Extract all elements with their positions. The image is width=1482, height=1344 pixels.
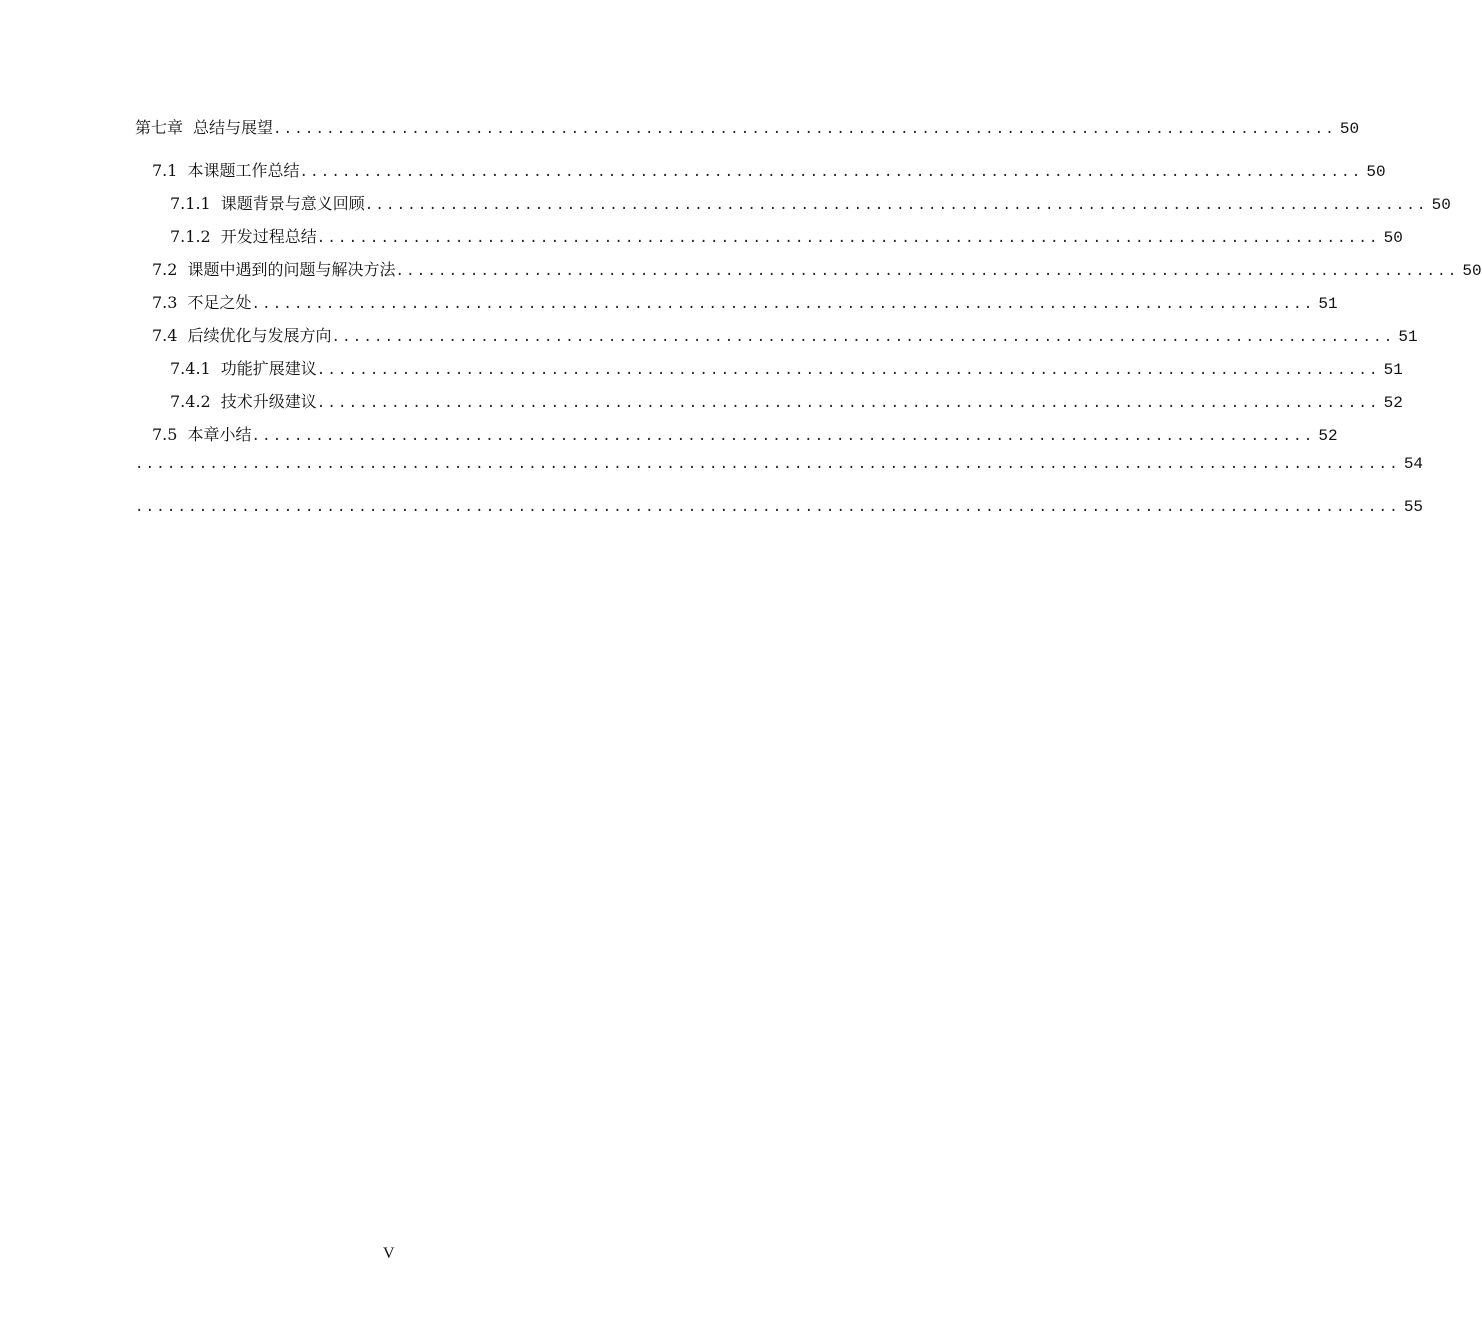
dot-leader: .................................................................................................... — [251, 296, 1315, 312]
toc-entry-number: 7.1.1 — [170, 194, 211, 213]
toc-entry[interactable] — [135, 224, 1403, 257]
toc-entry-number: 7.5 — [152, 425, 178, 444]
toc-entry-page-number: 51 — [1318, 295, 1338, 313]
toc-entry-title: 本章小结 — [187, 425, 252, 444]
toc-entry-title: 总结与展望 — [193, 118, 274, 137]
toc-entry[interactable] — [135, 455, 1424, 498]
dot-leader: ....................................................................................................................... — [135, 499, 1400, 515]
toc-entry-title: 技术升级建议 — [220, 392, 317, 411]
toc-entry-number: 7.4.2 — [170, 392, 211, 411]
toc-entry-number: 第七章 — [135, 118, 184, 137]
dot-leader: .................................................................................................... — [273, 121, 1336, 137]
toc-entry-title: 功能扩展建议 — [220, 359, 317, 378]
dot-leader: .................................................................................................... — [331, 329, 1395, 345]
toc-entry-page-number: 55 — [1403, 498, 1424, 516]
dot-leader: .................................................................................................... — [316, 395, 1380, 411]
toc-entry-title: 后续优化与发展方向 — [187, 326, 332, 345]
toc-entry-page-number: 51 — [1383, 361, 1403, 379]
dot-leader: .................................................................................................... — [251, 428, 1315, 444]
toc-entry-page-number: 51 — [1398, 328, 1418, 346]
toc-entry-page-number: 52 — [1383, 394, 1403, 412]
toc-entry[interactable] — [135, 422, 1338, 455]
table-of-contents — [135, 115, 1482, 541]
toc-entry[interactable] — [135, 115, 1360, 158]
toc-entry-page-number: 50 — [1366, 163, 1386, 181]
toc-entry[interactable] — [135, 290, 1338, 323]
toc-entry-page-number: 52 — [1318, 427, 1338, 445]
toc-entry-page-number: 50 — [1431, 196, 1451, 214]
toc-entry[interactable] — [135, 323, 1418, 356]
dot-leader: .................................................................................................... — [395, 263, 1459, 279]
toc-entry[interactable] — [135, 158, 1386, 191]
toc-entry[interactable] — [135, 498, 1424, 541]
toc-entry[interactable] — [135, 356, 1403, 389]
toc-entry-page-number: 50 — [1339, 120, 1360, 138]
toc-entry-title: 课题中遇到的问题与解决方法 — [187, 260, 396, 279]
dot-leader: .................................................................................................... — [299, 164, 1363, 180]
toc-entry-number: 7.2 — [152, 260, 178, 279]
page-number-footer: V — [383, 1245, 395, 1262]
toc-entry-title: 课题背景与意义回顾 — [220, 194, 365, 213]
dot-leader: ....................................................................................................................... — [135, 456, 1400, 472]
toc-entry-number: 7.1 — [152, 161, 178, 180]
toc-entry-title: 本课题工作总结 — [187, 161, 300, 180]
toc-entry-number: 7.4 — [152, 326, 178, 345]
toc-entry-title: 开发过程总结 — [220, 227, 317, 246]
toc-entry-page-number: 50 — [1383, 229, 1403, 247]
toc-entry-number: 7.3 — [152, 293, 178, 312]
toc-entry-number: 7.4.1 — [170, 359, 211, 378]
toc-entry[interactable] — [135, 389, 1403, 422]
toc-entry-page-number: 54 — [1403, 455, 1424, 473]
toc-entry[interactable] — [135, 191, 1451, 224]
toc-entry-page-number: 50 — [1462, 262, 1482, 280]
toc-entry[interactable] — [135, 257, 1482, 290]
dot-leader: .................................................................................................... — [364, 197, 1428, 213]
toc-entry-title: 不足之处 — [187, 293, 252, 312]
dot-leader: .................................................................................................... — [316, 362, 1380, 378]
dot-leader: .................................................................................................... — [316, 230, 1380, 246]
toc-entry-number: 7.1.2 — [170, 227, 211, 246]
